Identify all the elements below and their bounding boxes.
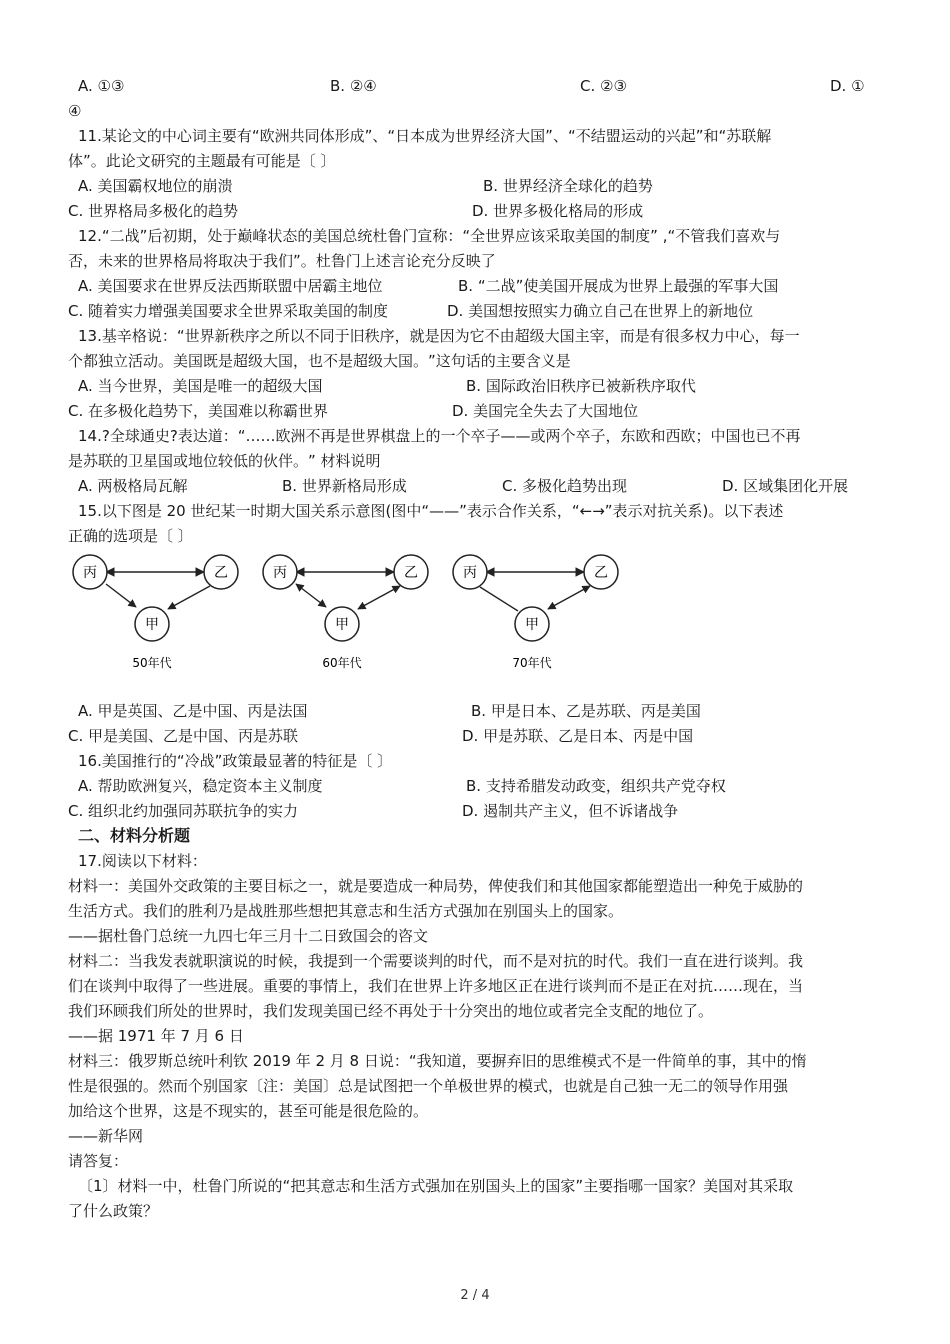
panel-50s-label-bing: 丙 <box>83 565 97 581</box>
material1-line2: 生活方式。我们的胜利乃是战胜那些想把其意志和生活方式强加在别国头上的国家。 <box>68 902 624 920</box>
q12-option-b: B. “二战ˮ使美国开展成为世界上最强的军事大国 <box>458 277 779 295</box>
q12-stem-line1: 12.“二战ˮ后初期，处于巅峰状态的美国总统杜鲁门宣称：“全世界应该采取美国的制度ˮ ,“不管我们喜欢与 <box>78 227 781 245</box>
panel-70s-label-bing: 丙 <box>463 565 477 581</box>
q13-option-d: D. 美国完全失去了大国地位 <box>452 402 639 420</box>
panel-50s-label-jia: 甲 <box>145 617 159 633</box>
answer-prompt: 请答复： <box>68 1152 129 1170</box>
diagram-panel-70s <box>453 555 618 670</box>
material3-line1: 材料三：俄罗斯总统叶利钦 2019 年 2 月 8 日说：“我知道，要摒弃旧的思维模式不是一件简单的事，其中的惰 <box>68 1052 807 1070</box>
panel-70s-label-yi: 乙 <box>594 565 608 581</box>
panel-50s-link-yi-jia <box>168 586 210 609</box>
q10-option-c: C. ②③ <box>580 77 627 95</box>
panel-60s-caption: 60年代 <box>322 656 362 670</box>
q11-stem-line1: 11.某论文的中心词主要有“欧洲共同体形成ˮ、“日本成为世界经济大国ˮ、“不结盟运动的兴起ˮ和“苏联解 <box>78 127 772 145</box>
q16-option-b: B. 支持希腊发动政变，组织共产党夺权 <box>466 777 726 795</box>
q13-stem-line1: 13.基辛格说：“世界新秩序之所以不同于旧秩序，就是因为它不由超级大国主宰，而是有很多权力中心，每一 <box>78 327 800 345</box>
diagram-panel-50s <box>73 555 238 670</box>
q16-option-c: C. 组织北约加强同苏联抗争的实力 <box>68 802 299 820</box>
panel-60s-label-jia: 甲 <box>335 617 349 633</box>
panel-60s-label-bing: 丙 <box>273 565 287 581</box>
panel-50s-caption: 50年代 <box>132 656 172 670</box>
material1-line1: 材料一：美国外交政策的主要目标之一，就是要造成一种局势，俾使我们和其他国家都能塑造出一种免于威胁的 <box>68 877 804 895</box>
q13-option-c: C. 在多极化趋势下，美国难以称霸世界 <box>68 402 329 420</box>
material2-line3: 我们环顾我们所处的世界时，我们发现美国已经不再处于十分突出的地位或者完全支配的地位了。 <box>68 1002 714 1020</box>
q16-stem: 16.美国推行的“冷战ˮ政策最显著的特征是〔 〕 <box>78 752 393 770</box>
q15-option-b: B. 甲是日本、乙是苏联、丙是美国 <box>471 702 701 720</box>
q10-option-d-wrap: ④ <box>68 102 82 120</box>
material3-source: ——新华网 <box>68 1127 144 1145</box>
great-power-relations-diagram <box>60 545 620 680</box>
q12-option-d: D. 美国想按照实力确立自己在世界上的新地位 <box>447 302 754 320</box>
q12-option-c: C. 随着实力增强美国要求全世界采取美国的制度 <box>68 302 389 320</box>
q14-option-a: A. 两极格局瓦解 <box>78 477 188 495</box>
q15-stem-line2: 正确的选项是〔 〕 <box>68 527 193 545</box>
q12-stem-line2: 否，未来的世界格局将取决于我们ˮ。杜鲁门上述言论充分反映了 <box>68 252 496 270</box>
q14-option-d: D. 区域集团化开展 <box>722 477 849 495</box>
q12-option-a: A. 美国要求在世界反法西斯联盟中居霸主地位 <box>78 277 383 295</box>
q15-option-d: D. 甲是苏联、乙是日本、丙是中国 <box>462 727 694 745</box>
material2-line1: 材料二：当我发表就职演说的时候，我提到一个需要谈判的时代，而不是对抗的时代。我们一直在进行谈判。我 <box>68 952 804 970</box>
q15-option-c: C. 甲是美国、乙是中国、丙是苏联 <box>68 727 299 745</box>
q13-option-a: A. 当今世界，美国是唯一的超级大国 <box>78 377 323 395</box>
material1-source: ——据杜鲁门总统一九四七年三月十二日致国会的咨文 <box>68 927 429 945</box>
q17-intro: 17.阅读以下材料： <box>78 852 207 870</box>
panel-70s-caption: 70年代 <box>512 656 552 670</box>
q11-option-b: B. 世界经济全球化的趋势 <box>483 177 653 195</box>
panel-60s-label-yi: 乙 <box>404 565 418 581</box>
q10-option-d: D. ① <box>830 77 865 95</box>
q15-option-a: A. 甲是英国、乙是中国、丙是法国 <box>78 702 308 720</box>
panel-60s-link-yi-jia <box>358 586 400 609</box>
q16-option-d: D. 遏制共产主义，但不诉诸战争 <box>462 802 679 820</box>
q14-stem-line2: 是苏联的卫星国或地位较低的伙伴。ˮ 材料说明 <box>68 452 381 470</box>
section-title: 二、材料分析题 <box>78 826 191 845</box>
q13-stem-line2: 个都独立活动。美国既是超级大国，也不是超级大国。ˮ这句话的主要含义是 <box>68 352 571 370</box>
panel-70s-label-jia: 甲 <box>525 617 539 633</box>
q14-stem-line1: 14.?全球通史?表达道：“……欧洲不再是世界棋盘上的一个卒子——或两个卒子，东欧和西欧；中国也已不再 <box>78 427 801 445</box>
question-1-line2: 了什么政策？ <box>68 1202 159 1220</box>
panel-50s-link-bing-jia <box>106 584 136 607</box>
panel-60s-link-bing-jia <box>296 584 326 607</box>
q10-option-a: A. ①③ <box>78 77 125 95</box>
material3-line3: 加给这个世界，这是不现实的，甚至可能是很危险的。 <box>68 1102 429 1120</box>
q11-option-d: D. 世界多极化格局的形成 <box>472 202 644 220</box>
q11-option-c: C. 世界格局多极化的趋势 <box>68 202 239 220</box>
page-number: 2 / 4 <box>460 1288 490 1303</box>
q10-option-b: B. ②④ <box>330 77 377 95</box>
q16-option-a: A. 帮助欧洲复兴，稳定资本主义制度 <box>78 777 323 795</box>
question-1-line1: 〔1〕材料一中，杜鲁门所说的“把其意志和生活方式强加在别国头上的国家ˮ主要指哪一国家？美国对其采取 <box>78 1177 794 1195</box>
q11-stem-line2: 体ˮ。此论文研究的主题最有可能是〔 〕 <box>68 152 336 170</box>
material3-line2: 性是很强的。然而个别国家〔注：美国〕总是试图把一个单极世界的模式，也就是自己独一无二的领导作用强 <box>68 1077 789 1095</box>
q13-option-b: B. 国际政治旧秩序已被新秩序取代 <box>466 377 696 395</box>
material2-source: ——据 1971 年 7 月 6 日 <box>68 1027 244 1045</box>
q11-option-a: A. 美国霸权地位的崩溃 <box>78 177 233 195</box>
q15-stem-line1: 15.以下图是 20 世纪某一时期大国关系示意图(图中“——ˮ表示合作关系，“←→ˮ表示对抗关系)。以下表述 <box>78 502 784 520</box>
panel-70s-link-yi-jia <box>548 586 590 609</box>
q14-option-c: C. 多极化趋势出现 <box>502 477 628 495</box>
q14-option-b: B. 世界新格局形成 <box>282 477 407 495</box>
panel-70s-link-bing-jia <box>480 587 518 611</box>
material2-line2: 们在谈判中取得了一些进展。重要的事情上，我们在世界上许多地区正在进行谈判而不是正在对抗……现在，当 <box>68 977 804 995</box>
panel-50s-label-yi: 乙 <box>214 565 228 581</box>
diagram-panel-60s <box>263 555 428 670</box>
